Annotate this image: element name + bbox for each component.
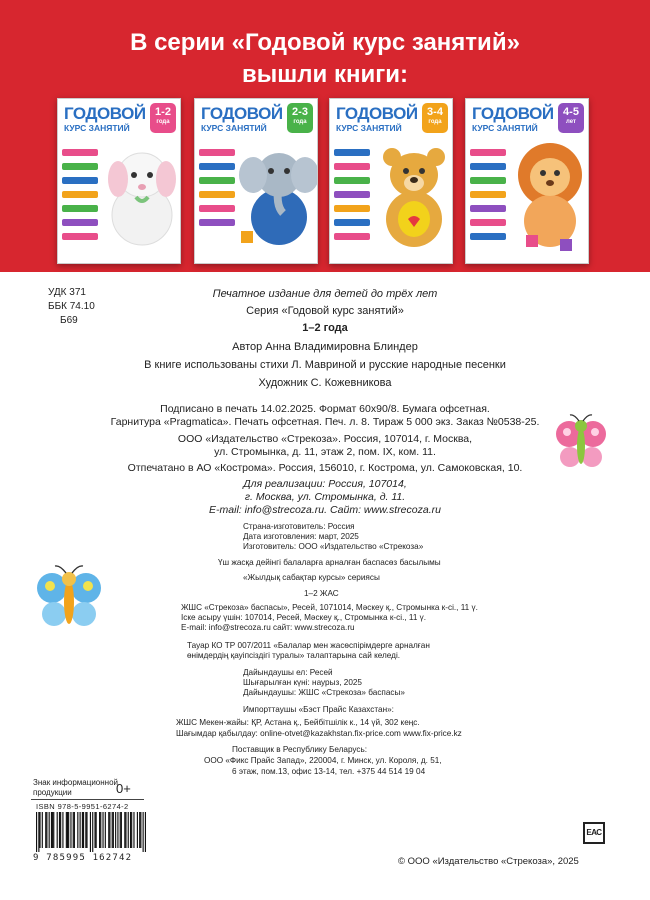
barcode-bar — [112, 812, 113, 848]
barcode-bar — [82, 812, 83, 848]
barcode-bar — [115, 812, 116, 848]
barcode-bar — [42, 812, 43, 848]
kazakh-line: Импорттаушы «Бэст Прайс Казахстан»: — [243, 705, 394, 714]
topic-chip — [334, 191, 370, 198]
elephant-illustration — [235, 135, 317, 255]
series-line: Серия «Годовой курс занятий» — [246, 305, 404, 317]
barcode-bar — [99, 812, 100, 848]
barcode-bar — [102, 812, 103, 848]
topic-chip — [470, 163, 506, 170]
topic-chip — [470, 149, 506, 156]
barcode-bar — [73, 812, 74, 848]
lion-illustration — [506, 135, 588, 255]
book-title: ГОДОВОЙ — [201, 104, 283, 123]
kazakh-line: ЖШС Мекен-жайы: ҚР, Астана қ., Бейбітшілік к., 14 үй, 302 кеңс. — [176, 718, 420, 727]
kazakh-line: Дайындаушы ел: Ресей — [243, 668, 333, 677]
book-age-badge: 2-3 года — [287, 103, 313, 133]
book-age-badge: 4-5 лет — [558, 103, 584, 133]
book-cover-3-4 — [329, 98, 453, 264]
book-age-badge: 3-4 года — [422, 103, 448, 133]
belarus-line: ООО «Фикс Прайс Запад», 220004, г. Минск, ул. Короля, д. 51, — [204, 756, 442, 765]
udk-code: УДК 371 — [48, 287, 86, 298]
barcode-bar — [39, 812, 40, 848]
barcode-bar — [68, 812, 69, 848]
divider — [31, 799, 144, 800]
kazakh-line: «Жылдық сабақтар курсы» сериясы — [243, 573, 380, 582]
barcode-bar — [124, 812, 125, 848]
author-line: Автор Анна Владимировна Блиндер — [232, 341, 418, 353]
kazakh-line: ЖШС «Стрекоза» баспасы», Ресей, 1071014, Мәскеу қ., Стромынка к-сі., 11 ү. — [181, 603, 478, 612]
topic-chip — [62, 205, 98, 212]
book-title: ГОДОВОЙ — [472, 104, 554, 123]
isbn-barcode — [36, 812, 146, 852]
barcode-bar — [45, 812, 46, 848]
barcode-bar — [53, 812, 54, 848]
barcode-bar — [96, 812, 97, 848]
barcode-bar — [77, 812, 78, 848]
manufacturer-date: Дата изготовления: март, 2025 — [243, 532, 359, 541]
kazakh-line: Шағымдар қабылдау: online-otvet@kazakhstan.fix-price.com www.fix-price.kz — [176, 729, 462, 738]
barcode-bar — [67, 812, 68, 848]
publisher-line-2: ул. Стромынка, д. 11, этаж 2, пом. IX, ком. 11. — [214, 446, 436, 458]
topic-chip — [62, 233, 98, 240]
blue-butterfly-illustration — [32, 562, 106, 636]
barcode-bar — [113, 812, 114, 848]
barcode-bar — [121, 812, 122, 848]
barcode-bar — [140, 812, 141, 848]
barcode-bar — [120, 812, 121, 848]
barcode-bar — [59, 812, 60, 848]
barcode-bar — [74, 812, 75, 848]
kazakh-line: Дайындаушы: ЖШС «Стрекоза» баспасы» — [243, 688, 405, 697]
topic-chip — [334, 163, 370, 170]
barcode-digits: 9 785995 162742 — [33, 853, 133, 863]
book-title: ГОДОВОЙ — [336, 104, 418, 123]
barcode-bar — [94, 812, 95, 848]
kazakh-line: Іске асыру үшін: 107014, Ресей, Мәскеу қ., Стромынка к-сі., 11 ү. — [181, 613, 427, 622]
topic-chip — [470, 177, 506, 184]
belarus-line: Поставщик в Республику Беларусь: — [232, 745, 368, 754]
sales-line-1: Для реализации: Россия, 107014, — [243, 478, 407, 490]
signed-line: Подписано в печать 14.02.2025. Формат 60х90/8. Бумага офсетная. — [160, 403, 490, 415]
publisher-line-1: ООО «Издательство «Стрекоза». Россия, 107014, г. Москва, — [177, 433, 473, 445]
printed-line: Отпечатано в АО «Кострома». Россия, 156010, г. Кострома, ул. Самоковская, 10. — [127, 462, 523, 474]
topic-chip — [334, 233, 370, 240]
topic-chip — [334, 177, 370, 184]
topic-chip — [470, 219, 506, 226]
barcode-bar — [46, 812, 47, 848]
topic-chip — [470, 191, 506, 198]
barcode-bar — [145, 812, 146, 852]
barcode-bar — [49, 812, 50, 848]
barcode-bar — [139, 812, 140, 848]
barcode-bar — [60, 812, 61, 848]
author-sign: Б69 — [60, 315, 78, 326]
barcode-bar — [100, 812, 101, 848]
book-subtitle: КУРС ЗАНЯТИЙ — [201, 123, 267, 133]
topic-chip — [199, 191, 235, 198]
lamb-illustration — [98, 135, 180, 255]
manufacturer-country: Страна-изготовитель: Россия — [243, 522, 355, 531]
pink-butterfly-illustration — [552, 412, 610, 478]
bbk-code: ББК 74.10 — [48, 301, 95, 312]
barcode-bar — [90, 812, 91, 852]
barcode-bar — [143, 812, 144, 852]
barcode-bar — [117, 812, 118, 848]
barcode-bar — [130, 812, 131, 848]
barcode-bar — [70, 812, 71, 848]
kazakh-line: 1–2 ЖАС — [304, 589, 339, 598]
barcode-bar — [66, 812, 67, 848]
topic-chip — [62, 163, 98, 170]
font-line: Гарнитура «Pragmatica». Печать офсетная. Печ. л. 8. Тираж 5 000 экз. Заказ №0538-25. — [110, 416, 540, 428]
topic-chip — [334, 219, 370, 226]
book-subtitle: КУРС ЗАНЯТИЙ — [472, 123, 538, 133]
barcode-bar — [92, 812, 93, 852]
age-rating: 0+ — [116, 781, 131, 796]
topic-chip — [62, 219, 98, 226]
barcode-bar — [80, 812, 81, 848]
topic-chip — [62, 177, 98, 184]
age-line: 1–2 года — [302, 322, 348, 334]
barcode-bar — [57, 812, 58, 848]
barcode-bar — [105, 812, 106, 848]
barcode-bar — [62, 812, 63, 848]
sales-contacts: E-mail: info@strecoza.ru. Сайт: www.strecoza.ru — [209, 504, 441, 516]
topic-chip — [334, 149, 370, 156]
topic-chip — [199, 163, 235, 170]
bear-illustration — [370, 135, 452, 255]
barcode-bar — [137, 812, 138, 848]
kazakh-line: E-mail: info@strecoza.ru сайт: www.strecoza.ru — [181, 623, 355, 632]
belarus-line: 6 этаж, пом.13, офис 13-14, тел. +375 44 514 19 04 — [232, 767, 426, 776]
book-cover-2-3 — [194, 98, 318, 264]
topic-chip — [199, 177, 235, 184]
poems-line: В книге использованы стихи Л. Мавриной и русские народные песенки — [144, 359, 506, 371]
book-title: ГОДОВОЙ — [64, 104, 146, 123]
topic-chip — [199, 219, 235, 226]
info-sign-label-1: Знак информационной — [33, 778, 118, 787]
book-age-badge: 1-2 года — [150, 103, 176, 133]
barcode-bar — [131, 812, 132, 848]
book-cover-1-2 — [57, 98, 181, 264]
artist-line: Художник С. Кожевникова — [258, 377, 392, 389]
topic-chip — [470, 205, 506, 212]
barcode-bar — [36, 812, 37, 852]
eac-mark-icon: ЕАС — [583, 822, 605, 844]
barcode-bar — [109, 812, 110, 848]
kazakh-line: Шығарылған күні: наурыз, 2025 — [243, 678, 362, 687]
kazakh-line: Үш жасқа дейінгі балаларға арналған баспасөз басылымы — [218, 558, 441, 567]
kazakh-line: өнімдердің қауіпсіздігі туралы» талаптарына сай келеді. — [187, 651, 401, 660]
info-sign-label-2: продукции — [33, 788, 72, 797]
barcode-bar — [85, 812, 86, 848]
barcode-bar — [83, 812, 84, 848]
topic-chip — [334, 205, 370, 212]
barcode-bar — [128, 812, 129, 848]
topic-chip — [62, 191, 98, 198]
topic-chip — [62, 149, 98, 156]
book-subtitle: КУРС ЗАНЯТИЙ — [64, 123, 130, 133]
manufacturer-name: Изготовитель: ООО «Издательство «Стрекоза» — [243, 542, 424, 551]
kazakh-line: Тауар КО ТР 007/2011 «Балалар мен жасөспірімдерге арналған — [187, 641, 430, 650]
audience-line: Печатное издание для детей до трёх лет — [212, 288, 438, 300]
barcode-bar — [108, 812, 109, 848]
barcode-bar — [125, 812, 126, 848]
barcode-bar — [133, 812, 134, 848]
banner-title-line1: В серии «Годовой курс занятий» — [130, 29, 520, 56]
barcode-bar — [51, 812, 52, 848]
barcode-bar — [86, 812, 87, 848]
banner-title-line2: вышли книги: — [242, 61, 408, 88]
topic-chip — [470, 233, 506, 240]
sales-line-2: г. Москва, ул. Стромынка, д. 11. — [244, 491, 406, 503]
topic-chip — [199, 205, 235, 212]
book-cover-4-5 — [465, 98, 589, 264]
book-subtitle: КУРС ЗАНЯТИЙ — [336, 123, 402, 133]
copyright: © ООО «Издательство «Стрекоза», 2025 — [398, 856, 579, 867]
barcode-bar — [38, 812, 39, 852]
topic-chip — [199, 149, 235, 156]
barcode-bar — [52, 812, 53, 848]
isbn-text: ISBN 978-5-9951-6274-2 — [36, 802, 129, 811]
